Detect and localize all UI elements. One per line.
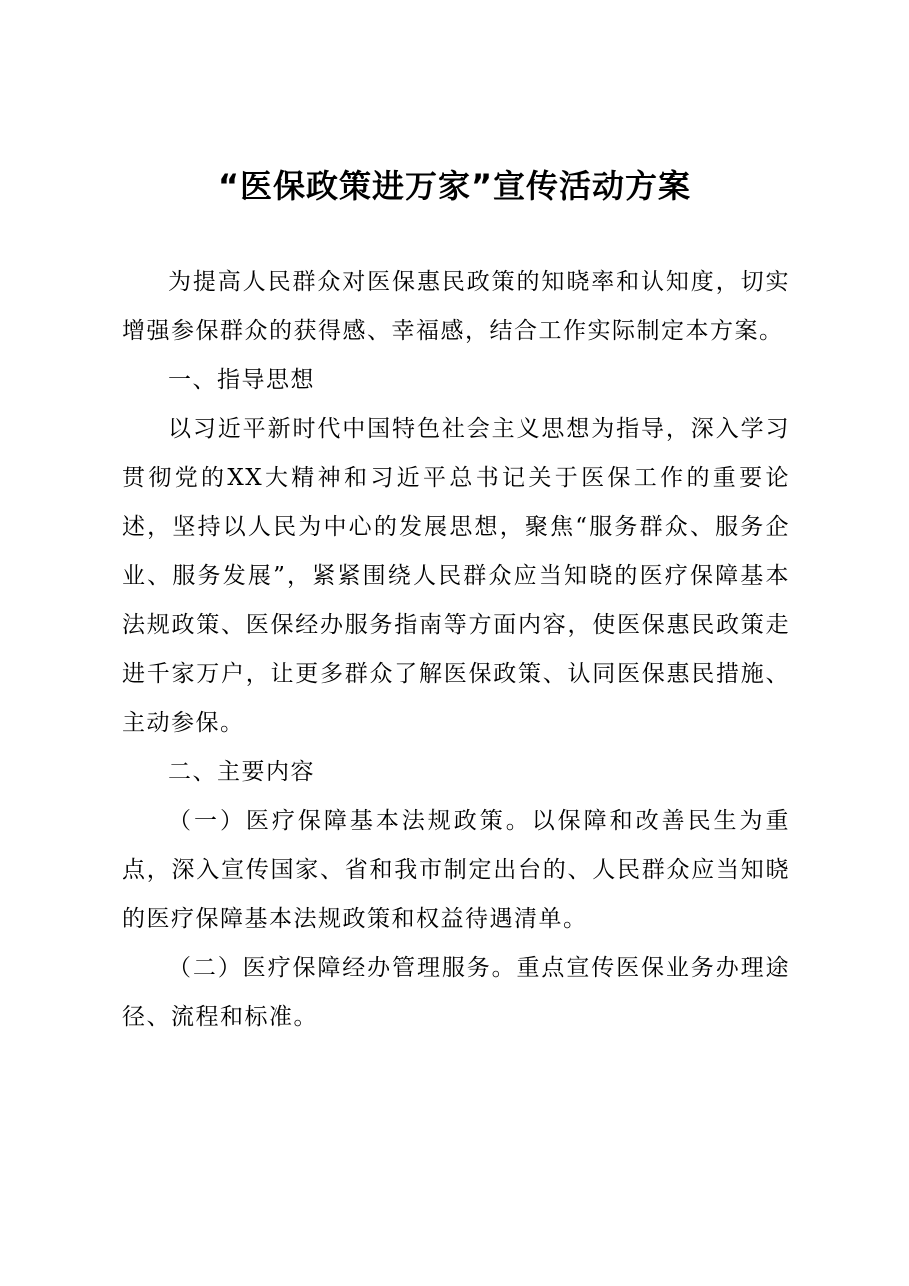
intro-paragraph: 为提高人民群众对医保惠民政策的知晓率和认知度，切实增强参保群众的获得感、幸福感，结合工作实际制定本方案。	[122, 269, 790, 344]
section-heading-main-content: 二、主要内容	[168, 759, 315, 785]
main-content-item-2: （二）医疗保障经办管理服务。重点宣传医保业务办理途径、流程和标准。	[122, 955, 790, 1030]
guiding-ideology-paragraph: 以习近平新时代中国特色社会主义思想为指导，深入学习贯彻党的XX大精神和习近平总书记关于医保工作的重要论述，坚持以人民为中心的发展思想，聚焦“服务群众、服务企业、服务发展”，紧紧围绕人民群众应当知晓的医疗保障基本法规政策、医保经办服务指南等方面内容，使医保惠民政策走进千家万户，让更多群众了解医保政策、认同医保惠民措施、主动参保。	[122, 416, 790, 736]
document-body	[122, 258, 790, 1042]
main-content-item-1: （一）医疗保障基本法规政策。以保障和改善民生为重点，深入宣传国家、省和我市制定出台的、人民群众应当知晓的医疗保障基本法规政策和权益待遇清单。	[122, 808, 790, 932]
document-title: “医保政策进万家”宣传活动方案	[217, 167, 692, 205]
section-heading-guiding-ideology: 一、指导思想	[168, 367, 315, 393]
